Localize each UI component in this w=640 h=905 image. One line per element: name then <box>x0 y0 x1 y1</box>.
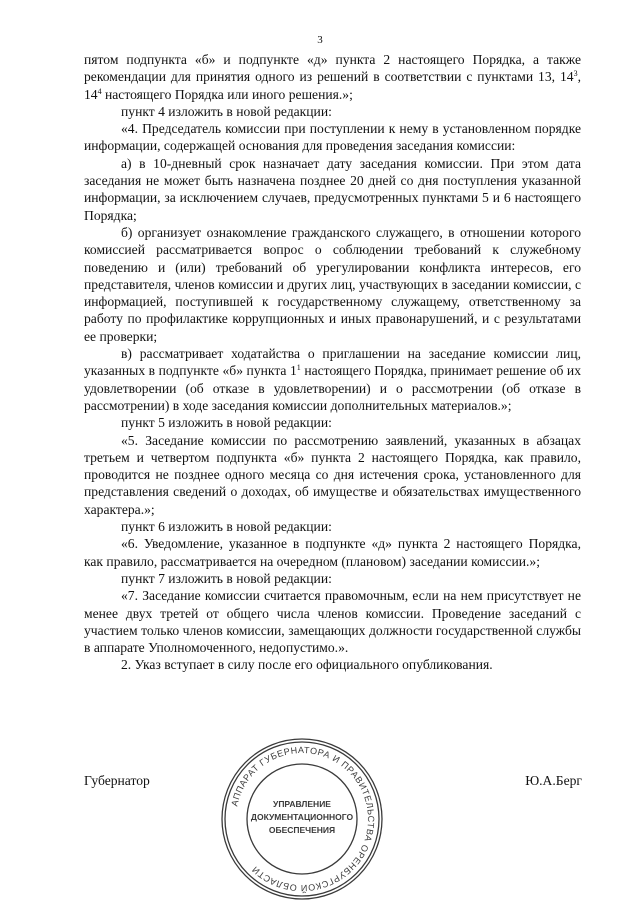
document-body <box>84 51 581 674</box>
amendment-intro-7: пункт 7 изложить в новой редакции: <box>121 570 332 586</box>
clause-6: «6. Уведомление, указанное в подпункте «д» пункта 2 настоящего Порядка, как правило, рассматривается на очередном (плановом) заседании комиссии.»; <box>84 536 581 569</box>
clause-2-effective: 2. Указ вступает в силу после его официального опубликования. <box>121 657 493 673</box>
amendment-intro-6: пункт 6 изложить в новой редакции: <box>121 519 332 535</box>
page-number: 3 <box>317 34 323 46</box>
stamp-ring-text: АППАРАТ ГУБЕРНАТОРА И ПРАВИТЕЛЬСТВА ОРЕНБУРГСКОЙ ОБЛАСТИ <box>229 744 377 894</box>
amendment-intro-4: пункт 4 изложить в новой редакции: <box>121 103 332 119</box>
clause-4: «4. Председатель комиссии при поступлении к нему в установленном порядке информации, содержащей основания для проведения заседания комиссии: <box>84 121 581 154</box>
clause-5: «5. Заседание комиссии по рассмотрению заявлений, указанных в абзацах третьем и четвертом подпункта «б» пункта 2 настоящего Порядка, как правило, проводится не позднее одного месяца со дня истечения срока, установленного для представления сведений о доходах, об имуществе и обязательствах имущественного характера.»; <box>84 432 581 517</box>
signature-title: Губернатор <box>84 773 150 788</box>
stamp-line-3: ОБЕСПЕЧЕНИЯ <box>268 825 336 835</box>
stamp-line-1: УПРАВЛЕНИЕ <box>273 799 331 809</box>
clause-4v: в) рассматривает ходатайства о приглашении на заседание комиссии лиц, указанных в подпункте «б» пункта $1^1$ настоящего Порядка, принимает решение об их удовлетворении (об отказе в удовлетворении) и о рассмотрении (об отказе в рассмотрении) в ходе заседания комиссии дополнительных материалов.»; <box>84 346 581 413</box>
clause-4b: б) организует ознакомление гражданского служащего, в отношении которого комиссией рассматривается вопрос о соблюдении требований к служебному поведению и (или) требований об урегулировании конфликта интересов, его представителя, членов комиссии и других лиц, участвующих в заседании комиссии, с информацией, поступившей к государственному служащему, ответственному за работу по профилактике коррупционных и иных правонарушений, и с результатами ее проверки; <box>84 224 581 344</box>
official-stamp <box>218 735 386 903</box>
clause-7: «7. Заседание комиссии считается правомочным, если на нем присутствует не менее двух третей от общего числа членов комиссии. Проведение заседаний с участием только членов комиссии, замещающих должности государственной службы в аппарате Уполномоченного, недопустимо.». <box>84 588 581 656</box>
stamp-line-2: ДОКУМЕНТАЦИОННОГО <box>250 812 354 822</box>
clause-4a: а) в 10-дневный срок назначает дату заседания комиссии. При этом дата заседания не может быть назначена позднее 20 дней со дня поступления указанной информации, за исключением случаев, предусмотренных пунктами 5 и 6 настоящего Порядка; <box>84 155 581 223</box>
signature-name: Ю.А.Берг <box>525 773 582 788</box>
paragraph-continuation: пятом подпункта «б» и подпункте «д» пункта 2 настоящего Порядка, а также рекомендации для принятия одного из решений в соответствии с пунктами 13, $14^3$, $14^4$ настоящего Порядка или иного решения.»; <box>84 52 581 102</box>
amendment-intro-5: пункт 5 изложить в новой редакции: <box>121 415 332 431</box>
